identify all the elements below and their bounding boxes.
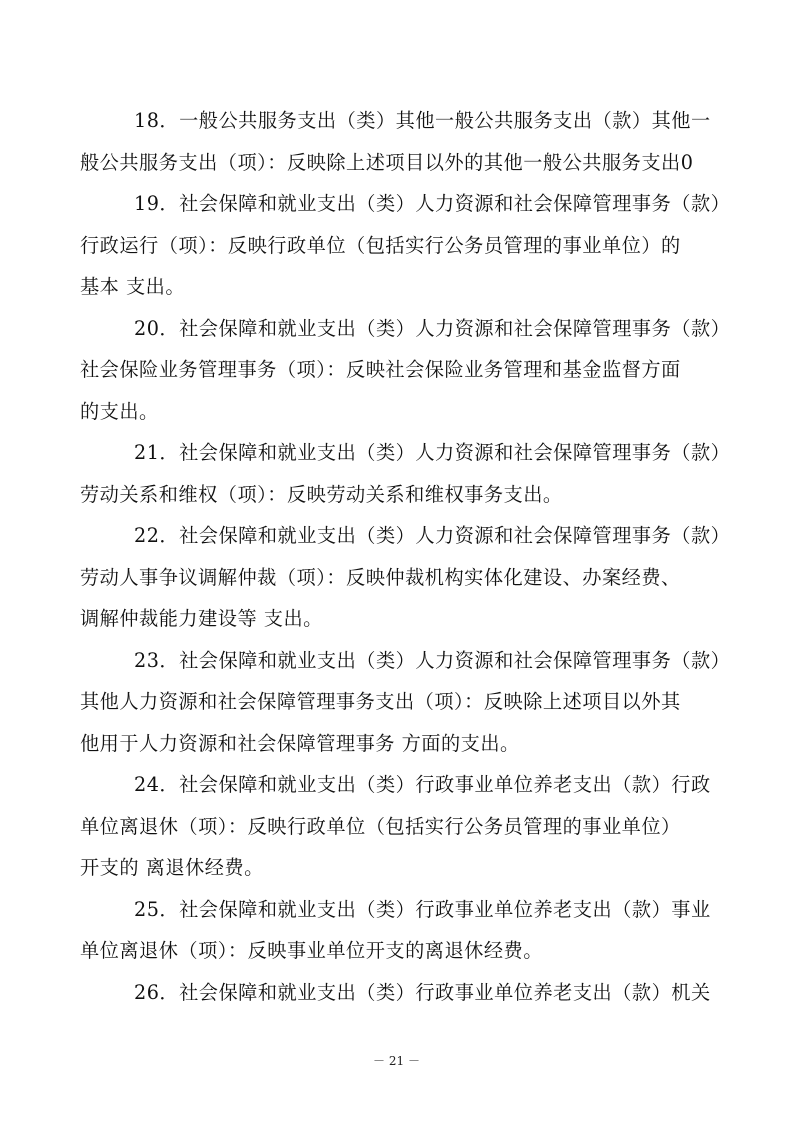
text-line: 单位离退休（项）：反映事业单位开支的离退休经费。 xyxy=(80,939,543,962)
text-line: 单位离退休（项）：反映行政单位（包括实行公务员管理的事业单位） xyxy=(80,814,681,838)
text-line: 般公共服务支出（项）：反映除上述项目以外的其他一般公共服务支出0 xyxy=(80,150,694,174)
text-line: 18．一般公共服务支出（类）其他一般公共服务支出（款）其他一 xyxy=(134,109,711,132)
text-line: 25．社会保障和就业支出（类）行政事业单位养老支出（款）事业 xyxy=(134,897,711,921)
text-line: 21．社会保障和就业支出（类）人力资源和社会保障管理事务（款） xyxy=(134,441,731,464)
text-line: 行政运行（项）：反映行政单位（包括实行公务员管理的事业单位）的 xyxy=(80,233,681,257)
text-line: 的支出。 xyxy=(80,399,159,423)
text-line: 26．社会保障和就业支出（类）行政事业单位养老支出（款）机关 xyxy=(134,980,711,1004)
text-line: 社会保险业务管理事务（项）：反映社会保险业务管理和基金监督方面 xyxy=(80,358,681,381)
text-line: 22．社会保障和就业支出（类）人力资源和社会保障管理事务（款） xyxy=(134,524,731,547)
text-line: 调解仲裁能力建设等 支出。 xyxy=(80,607,323,630)
text-line: 19．社会保障和就业支出（类）人力资源和社会保障管理事务（款） xyxy=(134,192,731,215)
text-line: 24．社会保障和就业支出（类）行政事业单位养老支出（款）行政 xyxy=(134,773,711,796)
text-line: 他用于人力资源和社会保障管理事务 方面的支出。 xyxy=(80,731,520,755)
text-line: 基本 支出。 xyxy=(80,275,186,298)
page-number: － 21 － xyxy=(373,1054,420,1068)
text-line: 其他人力资源和社会保障管理事务支出（项）：反映除上述项目以外其 xyxy=(80,690,681,713)
text-line: 劳动人事争议调解仲裁（项）：反映仲裁机构实体化建设、办案经费、 xyxy=(80,565,681,589)
text-line: 开支的 离退休经费。 xyxy=(80,856,264,879)
text-line: 20．社会保障和就业支出（类）人力资源和社会保障管理事务（款） xyxy=(134,316,731,340)
document-body xyxy=(80,100,748,1013)
text-line: 劳动关系和维权（项）：反映劳动关系和维权事务支出。 xyxy=(80,482,563,506)
text-line: 23．社会保障和就业支出（类）人力资源和社会保障管理事务（款） xyxy=(134,648,731,672)
